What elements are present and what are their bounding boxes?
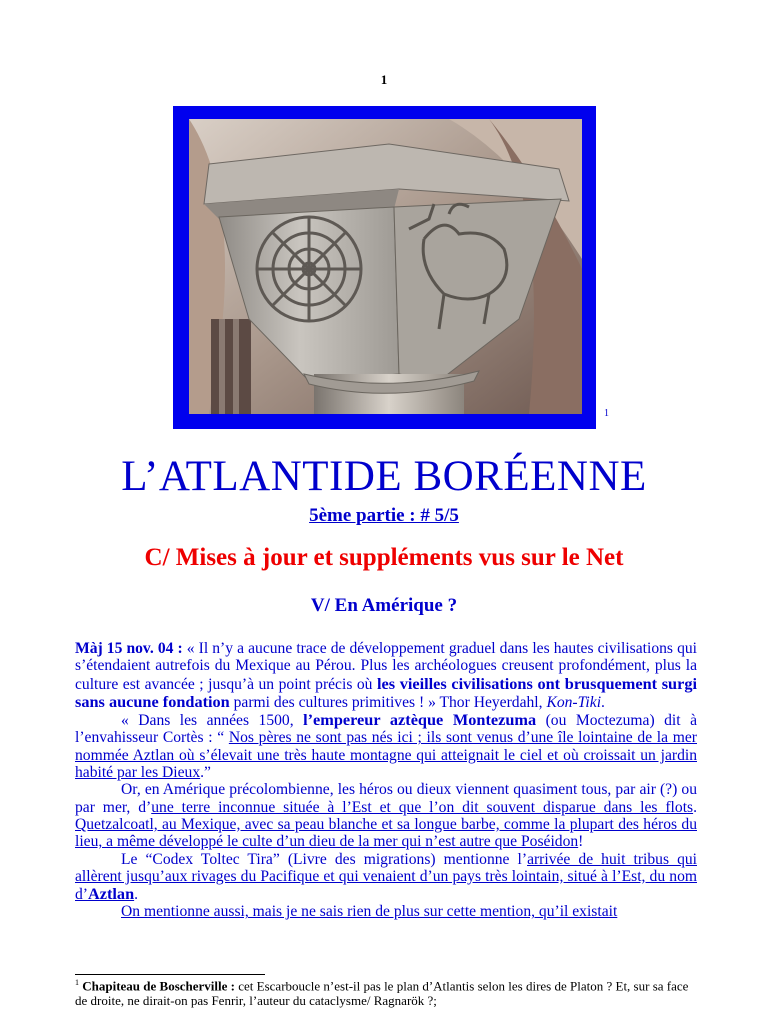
footnote <box>75 976 697 1008</box>
footnote-separator <box>75 974 265 975</box>
p1-text-2: parmi des cultures primitives ! » Thor Heyerdahl, <box>229 693 547 711</box>
paragraph-5 <box>75 903 697 920</box>
p4-text-2: . <box>134 886 139 904</box>
p3-underline-2: Quetzalcoatl, au Mexique, avec sa peau blanche et sa longue barbe, comme la plupart des héros du lieu, a même développé le culte d’un dieu de la mer qui n’est autre que Poséidon <box>75 815 697 851</box>
page-number: 1 <box>380 72 388 87</box>
p3-text-1: Or, en Amérique précolombienne, les héros ou dieux viennent quasiment tous, par air (?) ou par mer, d’ <box>75 781 697 816</box>
document-title: L’ATLANTIDE BORÉENNE <box>121 453 647 500</box>
p3-text-3: ! <box>578 833 584 851</box>
body-text <box>75 640 697 921</box>
capital-photo <box>189 119 582 414</box>
p2-bold: l’empereur aztèque Montezuma <box>303 710 537 730</box>
image-footnote-ref[interactable]: 1 <box>604 408 609 419</box>
p1-text-1: « Il n’y a aucune trace de développement graduel dans les hautes civilisations qui s’étendaient autrefois du Mexique au Pérou. Plus les archéologues creusent profondément, plus la culture est avancée ; jusqu’à un point précis où <box>75 640 697 693</box>
update-date-label: Màj 15 nov. 04 : <box>75 640 183 657</box>
paragraph-2 <box>75 711 697 781</box>
book-title: Kon-Tiki <box>546 693 602 711</box>
montezuma-quote: Nos pères ne sont pas nés ici ; ils sont venus d’une île lointaine de la mer nommée Aztlan où s’élevait une très haute montagne qui atteignait le ciel et où croissait un jardin habité par les Dieux <box>75 729 697 782</box>
paragraph-3 <box>75 781 697 850</box>
p1-text-3: . <box>601 693 605 711</box>
p2-text-3: .” <box>200 764 211 782</box>
subsection-heading: V/ En Amérique ? <box>310 595 458 616</box>
footnote-text: cet Escarboucle n’est-il pas le plan d’Atlantis selon les dires de Platon ? Et, sur sa face de droite, ne dirait-on pas Fenrir, l’auteur du cataclysme/ Ragnarök ?; <box>75 978 689 1008</box>
p1-bold: les vieilles civilisations ont brusquement surgi sans aucune fondation <box>75 673 697 711</box>
paragraph-1 <box>75 640 697 711</box>
part-subtitle: 5ème partie : # 5/5 <box>309 505 459 526</box>
footnote-number: 1 <box>75 978 79 987</box>
p2-text-2: (ou Moctezuma) dit à l’envahisseur Cortès : “ <box>75 712 698 747</box>
paragraph-4 <box>75 851 697 904</box>
p4-bold: Aztlan <box>88 884 135 904</box>
footnote-label: Chapiteau de Boscherville : <box>82 978 235 994</box>
p3-text-2: . <box>693 798 697 816</box>
p2-text-1: « Dans les années 1500, <box>121 712 304 730</box>
p5-underline-1: On mentionne aussi, mais je ne sais rien de plus sur cette mention, qu’il existait <box>121 903 618 921</box>
section-heading: C/ Mises à jour et suppléments vus sur le Net <box>144 544 624 571</box>
p4-underline-1: arrivée de huit tribus qui allèrent jusqu’aux rivages du Pacifique et qui venaient d’un pays très lointain, situé à l’Est, du nom d’ <box>75 850 697 904</box>
p3-underline-1: une terre inconnue située à l’Est et que l’on dit souvent disparue dans les flots <box>151 798 694 816</box>
p4-text-1: Le “Codex Toltec Tira” (Livre des migrations) mentionne l’ <box>121 850 528 868</box>
